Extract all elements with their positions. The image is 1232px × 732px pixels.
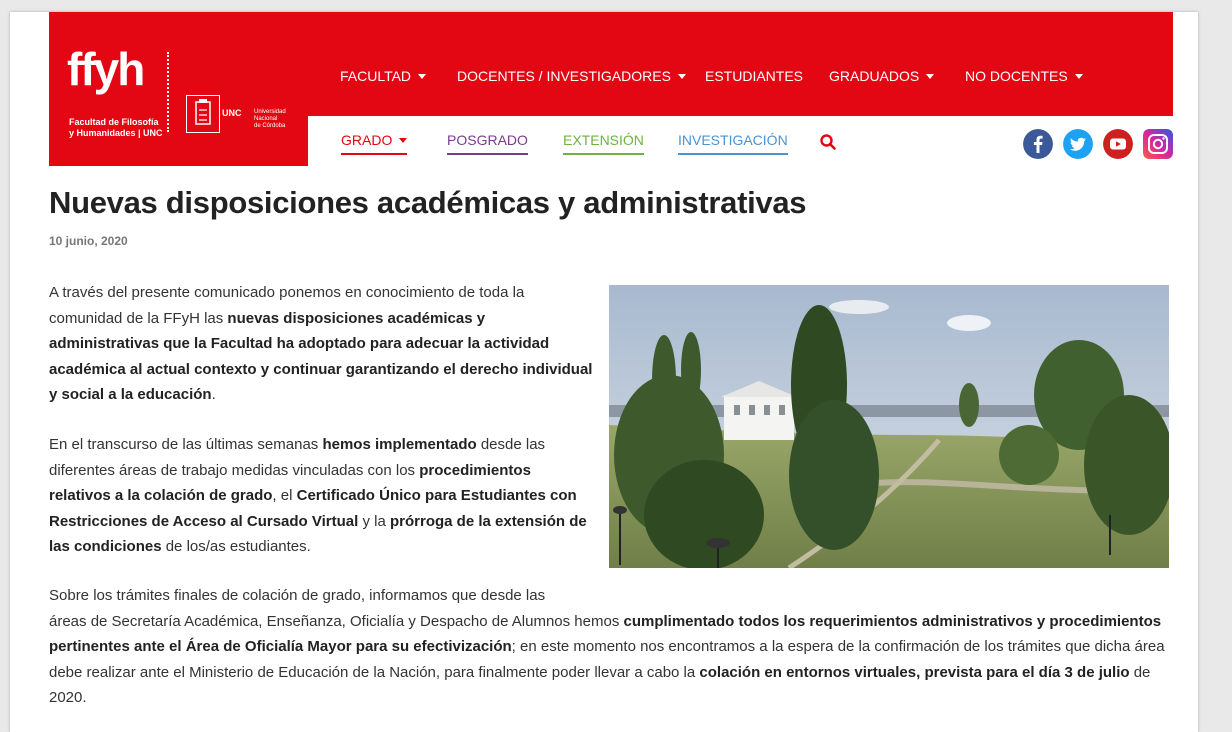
subnav-item-extension[interactable]: EXTENSIÓN — [563, 132, 644, 155]
subnav-item-grado[interactable]: GRADO — [341, 132, 407, 155]
chevron-down-icon — [418, 74, 426, 79]
emphasized-text: procedimientos relativos a la colación de grado — [49, 461, 531, 504]
chevron-down-icon — [678, 74, 686, 79]
main-navigation — [308, 12, 1173, 116]
logo-subtitle: Facultad de Filosofía y Humanidades | UNC — [69, 117, 163, 138]
article-paragraph-2 — [49, 432, 594, 560]
web-page — [10, 12, 1198, 732]
youtube-icon[interactable] — [1103, 129, 1133, 159]
nav-item-no-docentes[interactable]: NO DOCENTES — [965, 68, 1083, 84]
article-title: Nuevas disposiciones académicas y administrativas — [49, 185, 807, 220]
emphasized-text: prórroga de la extensión de las condiciones — [49, 512, 587, 555]
nav-item-docentes-investigadores[interactable]: DOCENTES / INVESTIGADORES — [457, 68, 686, 84]
body-text: ; en este momento nos encontramos a la espera de la confirmación de los trámites que dicha área debe realizar ante el Ministerio de Educación de la Nación, para finalmente poder llevar a cabo la — [49, 638, 1165, 681]
emphasized-text: cumplimentado todos los requerimientos administrativos y procedimientos pertinentes ante el Área de Oficialía Mayor para su efectivización — [49, 612, 1162, 655]
emphasized-text: colación en entornos virtuales, prevista para el día 3 de julio — [699, 663, 1130, 681]
article-paragraph-3 — [49, 583, 1179, 711]
chevron-down-icon — [1075, 74, 1083, 79]
body-text: , el — [272, 487, 297, 504]
body-text: de los/as estudiantes. — [161, 538, 311, 555]
body-text: A través del presente comunicado ponemos en conocimiento de toda la comunidad de la FFyH las — [49, 284, 525, 327]
instagram-icon[interactable] — [1143, 129, 1173, 159]
nav-item-estudiantes[interactable]: ESTUDIANTES — [705, 68, 804, 84]
body-text: Sobre los trámites finales de colación de grado, informamos que desde las — [49, 587, 546, 604]
body-text: . — [211, 386, 216, 403]
article-photo — [609, 285, 1169, 568]
scrollbar[interactable] — [1212, 0, 1232, 722]
unc-full-name: Universidad Nacional de Córdoba — [254, 109, 286, 129]
emphasized-text: nuevas disposiciones académicas y administrativas que la Facultad ha adoptado para adecuar la actividad académica al actual contexto y continuar garantizando el derecho individual y social a la educación — [49, 309, 593, 403]
article-date: 10 junio, 2020 — [49, 234, 128, 248]
unc-crest-icon — [186, 95, 220, 133]
nav-item-graduados[interactable]: GRADUADOS — [829, 68, 934, 84]
facebook-icon[interactable] — [1023, 129, 1053, 159]
unc-abbreviation: UNC — [222, 108, 242, 118]
search-icon[interactable] — [819, 133, 837, 151]
logo-divider — [167, 52, 169, 132]
body-text: de 2020. — [49, 663, 1151, 706]
site-logo[interactable] — [49, 12, 308, 166]
chevron-down-icon — [399, 138, 407, 143]
body-text: En el transcurso de las últimas semanas — [49, 436, 323, 453]
nav-item-facultad[interactable]: FACULTAD — [340, 68, 426, 84]
twitter-icon[interactable] — [1063, 129, 1093, 159]
body-text: y la — [358, 512, 390, 530]
logo-wordmark: ffyh — [67, 43, 144, 95]
body-text: áreas de Secretaría Académica, Enseñanza, Oficialía y Despacho de Alumnos hemos — [49, 612, 624, 630]
subnav-item-investigacion[interactable]: INVESTIGACIÓN — [678, 132, 788, 155]
emphasized-text: hemos implementado — [322, 436, 477, 453]
chevron-down-icon — [926, 74, 934, 79]
article-paragraph-1 — [49, 280, 594, 408]
body-text: desde las diferentes áreas de trabajo medidas vinculadas con los — [49, 436, 546, 479]
emphasized-text: Certificado Único para Estudiantes con Restricciones de Acceso al Cursado Virtual — [49, 487, 577, 530]
subnav-item-posgrado[interactable]: POSGRADO — [447, 132, 528, 155]
